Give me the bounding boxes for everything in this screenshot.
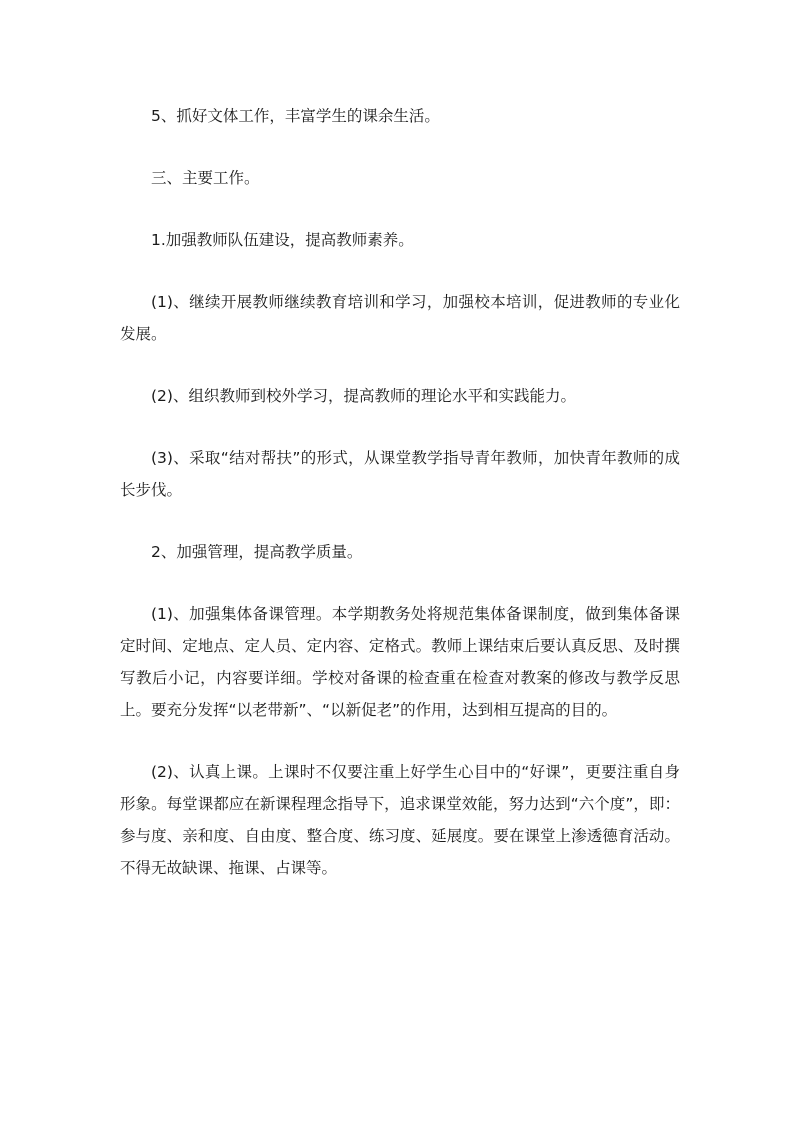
paragraph-teaching-class: (2)、认真上课。上课时不仅要注重上好学生心目中的“好课”，更要注重自身形象。每堂课都应在新课程理念指导下，追求课堂效能，努力达到“六个度”，即：参与度、亲和度、自由度、整合度、练习度、延展度。要在课堂上渗透德育活动。不得无故缺课、拖课、占课等。 (120, 763, 680, 877)
document-body (120, 100, 680, 914)
paragraph-teacher-training: (1)、继续开展教师继续教育培训和学习，加强校本培训，促进教师的专业化发展。 (120, 293, 680, 343)
paragraph-external-study: (2)、组织教师到校外学习，提高教师的理论水平和实践能力。 (151, 387, 576, 405)
paragraph-mentoring: (3)、采取“结对帮扶”的形式，从课堂教学指导青年教师，加快青年教师的成长步伐。 (120, 449, 680, 499)
paragraph-item-5: 5、抓好文体工作，丰富学生的课余生活。 (151, 107, 440, 125)
subheading-management: 2、加强管理，提高教学质量。 (151, 543, 363, 561)
paragraph-collective-lesson-prep: (1)、加强集体备课管理。本学期教务处将规范集体备课制度，做到集体备课定时间、定地点、定人员、定内容、定格式。教师上课结束后要认真反思、及时撰写教后小记，内容要详细。学校对备课的检查重在检查对教案的修改与教学反思上。要充分发挥“以老带新”、“以新促老”的作用，达到相互提高的目的。 (120, 605, 680, 719)
section-heading-main-work: 三、主要工作。 (151, 169, 260, 187)
subheading-teacher-team: 1.加强教师队伍建设，提高教师素养。 (151, 231, 414, 249)
